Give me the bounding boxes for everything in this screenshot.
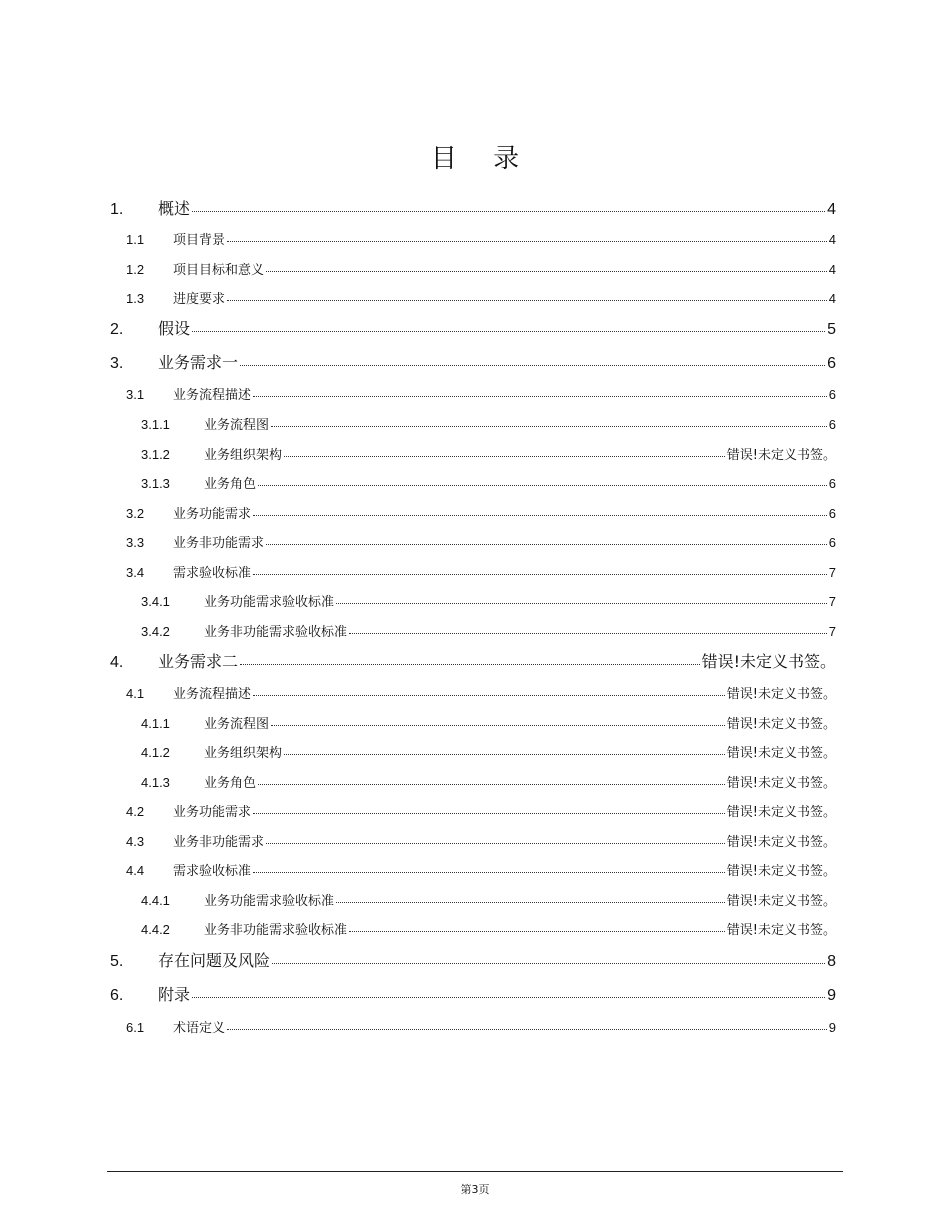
toc-entry-title: 附录: [158, 985, 191, 1004]
toc-dot-leader: [253, 803, 725, 816]
toc-entry-number: 1.2: [126, 262, 145, 277]
toc-dot-leader: [192, 318, 825, 334]
toc-entry-number: 3.: [110, 355, 124, 372]
toc-dot-leader: [271, 715, 725, 728]
toc-entry-title: 业务需求一: [158, 353, 239, 372]
toc-entry-title: 业务角色: [204, 477, 257, 492]
toc-entry[interactable]: [0, 473, 950, 492]
toc-entry-page: 6: [828, 476, 836, 491]
toc-entry[interactable]: [0, 591, 950, 610]
toc-entry-title: 存在问题及风险: [158, 951, 271, 970]
toc-entry-title: 业务功能需求: [173, 805, 252, 820]
toc-dot-leader: [284, 446, 725, 459]
toc-entry-title: 术语定义: [173, 1021, 226, 1036]
toc-dot-leader: [253, 505, 827, 518]
toc-entry[interactable]: [0, 621, 950, 640]
toc-entry-page: 错误!未定义书签。: [726, 835, 836, 850]
toc-entry[interactable]: [0, 288, 950, 307]
toc-entry-number: 6.1: [126, 1020, 145, 1035]
toc-entry[interactable]: [0, 948, 950, 971]
toc-dot-leader: [266, 833, 725, 846]
page-title: 目 录: [430, 144, 534, 174]
toc-entry-title: 业务功能需求验收标准: [204, 894, 335, 909]
toc-entry[interactable]: [0, 683, 950, 702]
toc-entry-number: 3.1.1: [141, 417, 170, 432]
toc-entry-title: 业务流程图: [204, 717, 270, 732]
toc-entry-title: 项目目标和意义: [173, 263, 265, 278]
toc-dot-leader: [253, 386, 827, 399]
toc-entry-title: 进度要求: [173, 292, 226, 307]
toc-entry-title: 需求验收标准: [173, 566, 252, 581]
toc-entry-page: 6: [828, 506, 836, 521]
toc-entry-title: 项目背景: [173, 233, 226, 248]
toc-entry-number: 3.1.3: [141, 476, 170, 491]
toc-entry-number: 1.1: [126, 232, 145, 247]
toc-entry-page: 错误!未定义书签。: [726, 864, 836, 879]
toc-dot-leader: [271, 416, 827, 429]
toc-entry[interactable]: [0, 384, 950, 403]
toc-entry-title: 业务组织架构: [204, 746, 283, 761]
toc-entry-page: 错误!未定义书签。: [726, 894, 836, 909]
toc-entry-title: 业务组织架构: [204, 448, 283, 463]
toc-entry-page: 8: [827, 953, 836, 970]
toc-entry[interactable]: [0, 860, 950, 879]
toc-entry-number: 3.2: [126, 506, 145, 521]
toc-entry-page: 9: [828, 1020, 836, 1035]
footer-divider: [107, 1171, 843, 1172]
toc-entry-page: 6: [828, 387, 836, 402]
toc-entry[interactable]: [0, 982, 950, 1005]
toc-entry-title: 概述: [158, 199, 191, 218]
toc-dot-leader: [266, 534, 827, 547]
toc-dot-leader: [349, 623, 827, 636]
toc-entry-page: 6: [828, 535, 836, 550]
toc-entry-title: 业务角色: [204, 776, 257, 791]
toc-dot-leader: [192, 984, 825, 1000]
toc-entry-title: 业务非功能需求验收标准: [204, 923, 348, 938]
toc-entry-number: 4.: [110, 654, 124, 671]
toc-dot-leader: [258, 774, 725, 787]
toc-dot-leader: [284, 744, 725, 757]
toc-entry-number: 3.4: [126, 565, 145, 580]
toc-dot-leader: [258, 475, 827, 488]
toc-entry-title: 业务需求二: [158, 652, 239, 671]
toc-entry-number: 5.: [110, 953, 124, 970]
toc-entry-number: 4.4.2: [141, 922, 170, 937]
toc-entry-title: 业务非功能需求: [173, 536, 265, 551]
toc-entry-number: 4.1.1: [141, 716, 170, 731]
toc-entry[interactable]: [0, 713, 950, 732]
toc-entry[interactable]: [0, 562, 950, 581]
toc-entry-title: 需求验收标准: [173, 864, 252, 879]
toc-entry-number: 1.3: [126, 291, 145, 306]
toc-entry[interactable]: [0, 649, 950, 672]
toc-entry-page: 4: [827, 201, 836, 218]
toc-entry-number: 3.1.2: [141, 447, 170, 462]
toc-entry-page: 6: [828, 417, 836, 432]
toc-entry[interactable]: [0, 196, 950, 219]
toc-entry[interactable]: [0, 316, 950, 339]
toc-entry-title: 业务流程描述: [173, 388, 252, 403]
toc-entry[interactable]: [0, 229, 950, 248]
toc-entry-title: 业务功能需求验收标准: [204, 595, 335, 610]
toc-dot-leader: [253, 862, 725, 875]
toc-entry-number: 3.1: [126, 387, 145, 402]
toc-entry[interactable]: [0, 772, 950, 791]
toc-entry-page: 错误!未定义书签。: [726, 448, 836, 463]
toc-entry-page: 9: [827, 987, 836, 1004]
toc-entry-number: 2.: [110, 321, 124, 338]
toc-entry-page: 4: [828, 232, 836, 247]
toc-entry-title: 业务非功能需求: [173, 835, 265, 850]
toc-entry-title: 假设: [158, 319, 191, 338]
toc-entry-title: 业务流程图: [204, 418, 270, 433]
toc-entry-page: 错误!未定义书签。: [726, 746, 836, 761]
toc-entry[interactable]: [0, 1017, 950, 1036]
toc-entry-number: 3.3: [126, 535, 145, 550]
toc-dot-leader: [227, 290, 827, 303]
toc-entry-number: 3.4.1: [141, 594, 170, 609]
toc-entry-page: 7: [828, 624, 836, 639]
toc-entry[interactable]: [0, 350, 950, 373]
toc-entry-page: 4: [828, 262, 836, 277]
toc-dot-leader: [240, 651, 700, 667]
toc-entry-page: 错误!未定义书签。: [726, 805, 836, 820]
toc-entry[interactable]: [0, 831, 950, 850]
toc-entry-number: 4.1: [126, 686, 145, 701]
toc-entry[interactable]: [0, 444, 950, 463]
toc-entry-number: 4.2: [126, 804, 145, 819]
toc-dot-leader: [253, 564, 827, 577]
toc-entry-page: 7: [828, 565, 836, 580]
toc-dot-leader: [240, 352, 825, 368]
toc-dot-leader: [336, 892, 725, 905]
toc-entry[interactable]: [0, 801, 950, 820]
toc-entry-title: 业务流程描述: [173, 687, 252, 702]
toc-dot-leader: [192, 198, 825, 214]
toc-dot-leader: [272, 950, 825, 966]
toc-entry-number: 4.1.3: [141, 775, 170, 790]
toc-entry[interactable]: [0, 259, 950, 278]
toc-entry[interactable]: [0, 414, 950, 433]
toc-entry-page: 错误!未定义书签。: [701, 652, 836, 671]
toc-dot-leader: [266, 261, 827, 274]
page-number-footer: 第3页: [460, 1183, 490, 1196]
toc-dot-leader: [349, 921, 725, 934]
toc-entry[interactable]: [0, 742, 950, 761]
toc-entry-page: 错误!未定义书签。: [726, 717, 836, 732]
toc-entry-number: 4.4: [126, 863, 145, 878]
toc-dot-leader: [227, 1019, 827, 1032]
toc-entry-page: 7: [828, 594, 836, 609]
toc-entry-number: 3.4.2: [141, 624, 170, 639]
toc-entry-page: 6: [827, 355, 836, 372]
toc-entry-title: 业务非功能需求验收标准: [204, 625, 348, 640]
toc-entry-page: 错误!未定义书签。: [726, 923, 836, 938]
toc-entry-number: 6.: [110, 987, 124, 1004]
toc-dot-leader: [253, 685, 725, 698]
toc-entry-number: 4.3: [126, 834, 145, 849]
toc-entry[interactable]: [0, 919, 950, 938]
toc-entry[interactable]: [0, 503, 950, 522]
toc-entry-page: 4: [828, 291, 836, 306]
toc-dot-leader: [336, 593, 827, 606]
toc-entry-number: 1.: [110, 201, 124, 218]
toc-entry-number: 4.1.2: [141, 745, 170, 760]
toc-entry-page: 错误!未定义书签。: [726, 776, 836, 791]
toc-entry[interactable]: [0, 532, 950, 551]
toc-entry-number: 4.4.1: [141, 893, 170, 908]
toc-entry-page: 错误!未定义书签。: [726, 687, 836, 702]
toc-dot-leader: [227, 231, 827, 244]
toc-entry-title: 业务功能需求: [173, 507, 252, 522]
toc-entry-page: 5: [827, 321, 836, 338]
toc-entry[interactable]: [0, 890, 950, 909]
